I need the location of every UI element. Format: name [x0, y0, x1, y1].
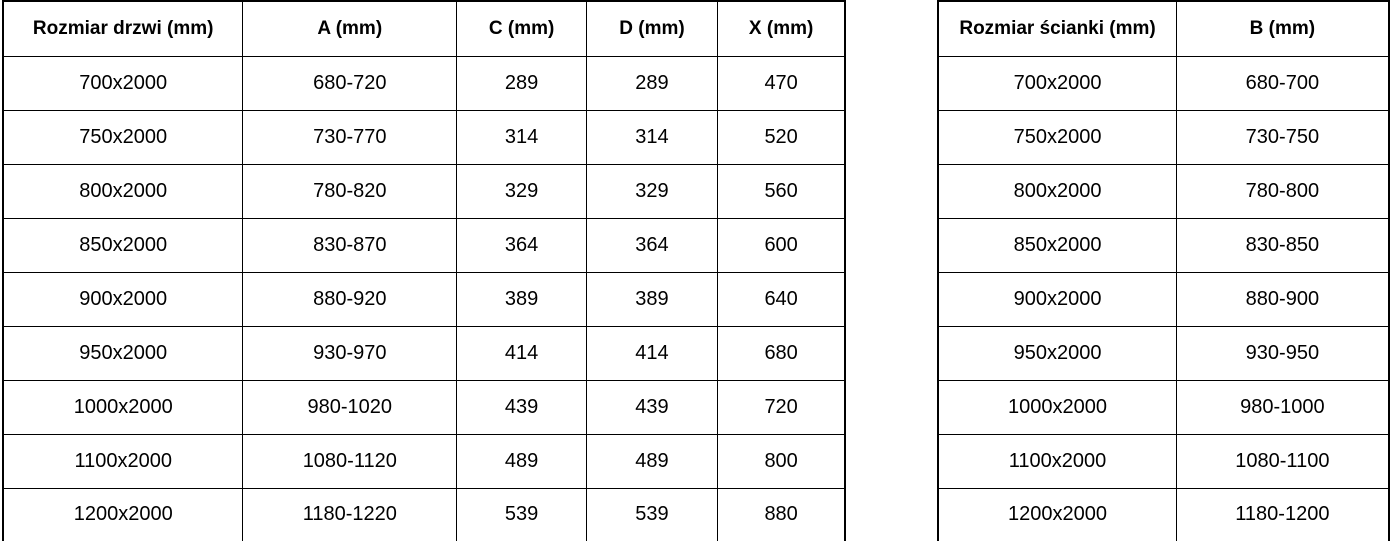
table-row — [938, 164, 1389, 218]
door-table-header-row — [3, 1, 845, 56]
table-cell: 1180-1200 — [1176, 488, 1389, 541]
table-row — [3, 272, 845, 326]
table-cell: 1080-1100 — [1176, 434, 1389, 488]
wall-table-header-row — [938, 1, 1389, 56]
table-row — [3, 218, 845, 272]
header-x-mm: X (mm) — [717, 1, 845, 56]
table-cell: 930-970 — [243, 326, 457, 380]
table-row — [3, 488, 845, 541]
table-cell: 880 — [717, 488, 845, 541]
table-cell: 1180-1220 — [243, 488, 457, 541]
table-cell: 680-700 — [1176, 56, 1389, 110]
table-cell: 489 — [587, 434, 718, 488]
table-cell: 880-920 — [243, 272, 457, 326]
table-cell: 364 — [457, 218, 587, 272]
header-rozmiar-scianki: Rozmiar ścianki (mm) — [938, 1, 1176, 56]
table-cell: 389 — [457, 272, 587, 326]
header-b-mm: B (mm) — [1176, 1, 1389, 56]
table-cell: 439 — [457, 380, 587, 434]
table-cell: 314 — [587, 110, 718, 164]
table-row — [938, 434, 1389, 488]
table-cell: 830-850 — [1176, 218, 1389, 272]
table-cell: 880-900 — [1176, 272, 1389, 326]
table-cell: 800x2000 — [3, 164, 243, 218]
table-cell: 850x2000 — [938, 218, 1176, 272]
table-row — [3, 326, 845, 380]
header-rozmiar-drzwi: Rozmiar drzwi (mm) — [3, 1, 243, 56]
table-cell: 730-770 — [243, 110, 457, 164]
table-cell: 980-1020 — [243, 380, 457, 434]
table-cell: 780-820 — [243, 164, 457, 218]
table-row — [938, 218, 1389, 272]
table-cell: 1200x2000 — [938, 488, 1176, 541]
table-cell: 1100x2000 — [3, 434, 243, 488]
table-cell: 800x2000 — [938, 164, 1176, 218]
table-cell: 1000x2000 — [938, 380, 1176, 434]
table-cell: 680-720 — [243, 56, 457, 110]
table-row — [3, 434, 845, 488]
table-row — [938, 488, 1389, 541]
table-row — [938, 56, 1389, 110]
wall-sizes-table — [937, 0, 1390, 541]
table-cell: 600 — [717, 218, 845, 272]
table-cell: 489 — [457, 434, 587, 488]
table-cell: 700x2000 — [3, 56, 243, 110]
header-a-mm: A (mm) — [243, 1, 457, 56]
table-cell: 1000x2000 — [3, 380, 243, 434]
table-cell: 539 — [587, 488, 718, 541]
table-cell: 314 — [457, 110, 587, 164]
table-row — [938, 326, 1389, 380]
table-cell: 1080-1120 — [243, 434, 457, 488]
table-cell: 980-1000 — [1176, 380, 1389, 434]
table-cell: 289 — [457, 56, 587, 110]
table-cell: 680 — [717, 326, 845, 380]
table-cell: 520 — [717, 110, 845, 164]
table-row — [938, 272, 1389, 326]
table-cell: 1200x2000 — [3, 488, 243, 541]
table-row — [3, 164, 845, 218]
table-cell: 900x2000 — [938, 272, 1176, 326]
table-cell: 414 — [587, 326, 718, 380]
table-row — [938, 110, 1389, 164]
table-cell: 950x2000 — [3, 326, 243, 380]
table-cell: 800 — [717, 434, 845, 488]
table-cell: 640 — [717, 272, 845, 326]
table-cell: 389 — [587, 272, 718, 326]
table-cell: 720 — [717, 380, 845, 434]
table-cell: 289 — [587, 56, 718, 110]
door-sizes-table — [2, 0, 846, 541]
table-cell: 950x2000 — [938, 326, 1176, 380]
table-cell: 364 — [587, 218, 718, 272]
table-cell: 900x2000 — [3, 272, 243, 326]
table-cell: 1100x2000 — [938, 434, 1176, 488]
table-cell: 930-950 — [1176, 326, 1389, 380]
header-d-mm: D (mm) — [587, 1, 718, 56]
table-row — [3, 380, 845, 434]
table-cell: 750x2000 — [3, 110, 243, 164]
table-cell: 830-870 — [243, 218, 457, 272]
table-row — [938, 380, 1389, 434]
table-row — [3, 110, 845, 164]
table-cell: 730-750 — [1176, 110, 1389, 164]
table-cell: 329 — [587, 164, 718, 218]
table-cell: 560 — [717, 164, 845, 218]
table-cell: 470 — [717, 56, 845, 110]
table-cell: 329 — [457, 164, 587, 218]
table-row — [3, 56, 845, 110]
table-cell: 414 — [457, 326, 587, 380]
header-c-mm: C (mm) — [457, 1, 587, 56]
table-cell: 850x2000 — [3, 218, 243, 272]
table-cell: 439 — [587, 380, 718, 434]
table-cell: 780-800 — [1176, 164, 1389, 218]
table-cell: 750x2000 — [938, 110, 1176, 164]
table-cell: 700x2000 — [938, 56, 1176, 110]
table-cell: 539 — [457, 488, 587, 541]
